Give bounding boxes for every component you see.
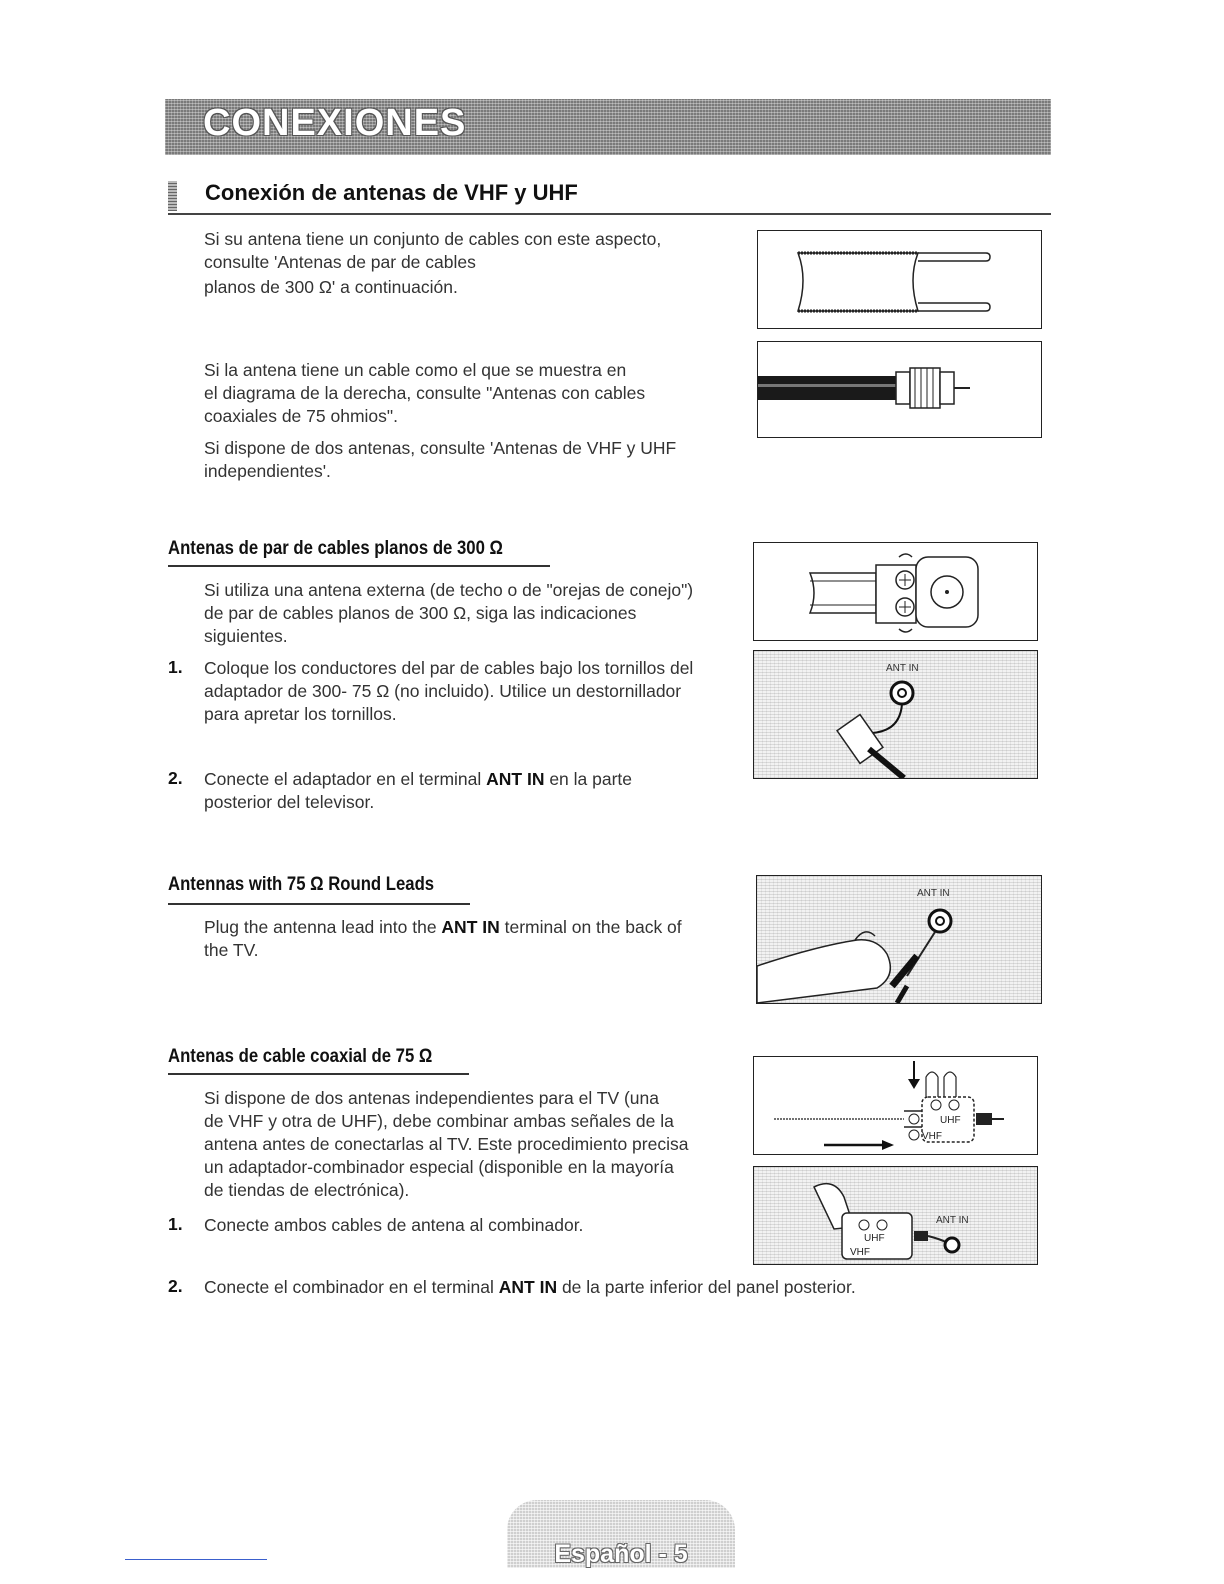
combiner-uhf-label: UHF [940, 1115, 961, 1126]
adapter-figure [753, 542, 1038, 641]
intro-paragraph-1: Si su antena tiene un conjunto de cables con este aspecto, consulte 'Antenas de par de cables planos de 300 Ω' a continuación. [204, 229, 662, 297]
coaxial-heading: Antenas de cable coaxial de 75 Ω [168, 1046, 433, 1067]
section-divider [168, 213, 1051, 215]
combiner2-uhf-label: UHF [864, 1233, 885, 1244]
combiner-vhf-label: VHF [922, 1131, 942, 1142]
coaxial-step-2: Conecte el combinador en el terminal ANT IN de la parte inferior del panel posterior. [204, 1277, 856, 1297]
ant-in-label-3: ANT IN [936, 1215, 969, 1226]
coaxial-intro: Si dispone de dos antenas independientes para el TV (una de VHF y otra de UHF), debe combinar ambas señales de la antena antes de conectarlas al TV. Este procedimiento precisa un adaptador-combinador especial (disponible en la mayoría de tiendas de electrónica). [204, 1088, 689, 1200]
flat-step-1: Coloque los conductores del par de cables bajo los tornillos del adaptador de 300- 75 Ω (no incluido). Utilice un destornillador para apretar los tornillos. [204, 658, 694, 724]
flat-lead-heading-rule [168, 565, 550, 567]
combiner2-vhf-label: VHF [850, 1247, 870, 1258]
flat-lead-intro: Si utiliza una antena externa (de techo o de "orejas de conejo") de par de cables planos de 300 Ω, siga las indicaciones siguientes. [204, 580, 694, 646]
flat-step-2: Conecte el adaptador en el terminal ANT IN en la parte posterior del televisor. [204, 769, 633, 812]
coaxial-step-1: Conecte ambos cables de antena al combinador. [204, 1215, 584, 1235]
coaxial-heading-rule [168, 1073, 469, 1075]
flat-step-1-number: 1. [168, 657, 183, 677]
flat-lead-heading: Antenas de par de cables planos de 300 Ω [168, 538, 503, 559]
coaxial-step-1-number: 1. [168, 1214, 183, 1234]
page-title: CONEXIONES [203, 102, 467, 144]
section-title: Conexión de antenas de VHF y UHF [205, 180, 578, 205]
page-number: Español - 5 [554, 1540, 688, 1568]
section-marker [168, 181, 177, 211]
ant-in-label-2: ANT IN [917, 888, 950, 899]
ant-in-label-1: ANT IN [886, 663, 919, 674]
intro-paragraph-2: Si la antena tiene un cable como el que se muestra en el diagrama de la derecha, consulte "Antenas con cables coaxiales de 75 ohmios". [204, 360, 646, 426]
round-lead-figure [756, 875, 1042, 1004]
flat-step-2-number: 2. [168, 768, 183, 788]
coaxial-cable-figure [757, 341, 1042, 438]
combiner-figure [753, 1056, 1038, 1155]
intro-paragraph-3: Si dispone de dos antenas, consulte 'Antenas de VHF y UHF independientes'. [204, 438, 677, 481]
coaxial-step-2-number: 2. [168, 1276, 183, 1296]
twin-lead-figure [757, 230, 1042, 329]
ant-in-adapter-figure [753, 650, 1038, 779]
footer-line [125, 1559, 267, 1560]
round-lead-heading-rule [168, 903, 470, 905]
round-lead-text: Plug the antenna lead into the ANT IN terminal on the back of the TV. [204, 917, 682, 960]
round-lead-heading: Antennas with 75 Ω Round Leads [168, 874, 435, 895]
combiner-ant-in-figure [753, 1166, 1038, 1265]
